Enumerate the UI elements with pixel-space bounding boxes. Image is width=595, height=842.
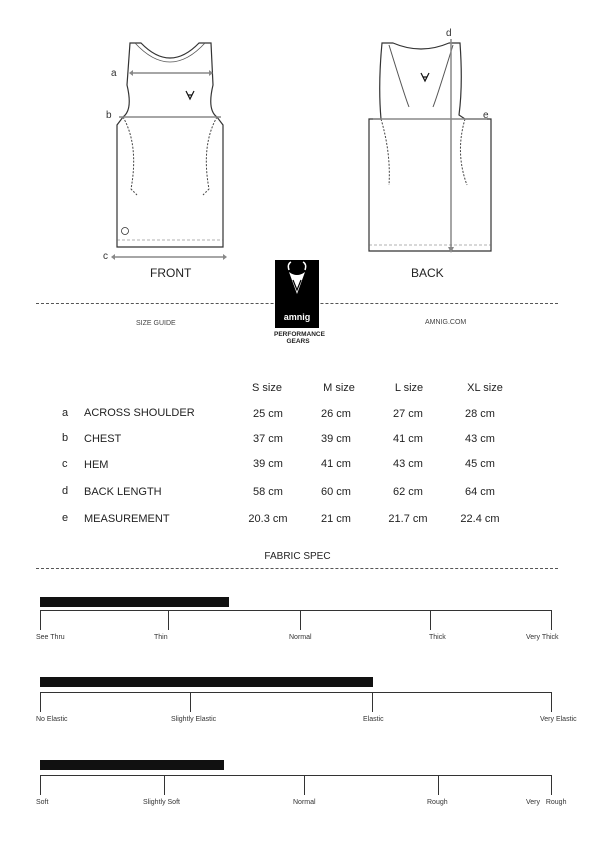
- softness-level-bar: [40, 760, 224, 770]
- cell-m: 41 cm: [321, 458, 351, 470]
- cell-l: 21.7 cm: [388, 513, 428, 525]
- row-key: a: [62, 407, 69, 419]
- scale-label: Normal: [293, 799, 316, 806]
- back-tank-illustration: [345, 25, 505, 265]
- cell-s: 20.3 cm: [248, 513, 288, 525]
- sheerness-axis: [40, 610, 552, 611]
- cell-xl: 45 cm: [465, 458, 495, 470]
- row-key: b: [62, 432, 69, 444]
- scale-label: No Elastic: [36, 716, 68, 723]
- scale-label: Elastic: [363, 716, 384, 723]
- fabric-spec-title: FABRIC SPEC: [264, 551, 331, 562]
- tick: [438, 775, 439, 795]
- cell-s: 37 cm: [253, 433, 283, 445]
- scale-label: Thick: [429, 634, 446, 641]
- scale-label: Slightly Elastic: [171, 716, 217, 723]
- cell-l: 27 cm: [393, 408, 423, 420]
- cell-s: 58 cm: [253, 486, 283, 498]
- cell-l: 43 cm: [393, 458, 423, 470]
- front-caption: FRONT: [150, 266, 192, 280]
- tick: [40, 610, 41, 630]
- cell-xl: 43 cm: [465, 433, 495, 445]
- row-name: CHEST: [84, 433, 122, 445]
- size-guide-label: SIZE GUIDE: [136, 320, 176, 327]
- brand-wordmark: amnig: [283, 312, 311, 322]
- tick: [551, 692, 552, 712]
- scale-label: Thin: [154, 634, 168, 641]
- tick: [551, 610, 552, 630]
- cell-m: 21 cm: [321, 513, 351, 525]
- tagline-gears: GEARS: [286, 338, 310, 345]
- cell-xl: 22.4 cm: [460, 513, 500, 525]
- row-name: HEM: [84, 459, 109, 471]
- cell-l: 62 cm: [393, 486, 423, 498]
- tick: [164, 775, 165, 795]
- row-name: BACK LENGTH: [84, 486, 162, 498]
- col-header-s: S size: [252, 382, 282, 394]
- dim-label-d: d: [446, 28, 452, 39]
- scale-label: Very Rough: [526, 799, 567, 806]
- dim-label-c: c: [103, 251, 108, 262]
- elasticity-level-bar: [40, 677, 373, 687]
- tick: [40, 775, 41, 795]
- scale-label: Soft: [36, 799, 49, 806]
- tick: [551, 775, 552, 795]
- scale-label: Very Elastic: [540, 716, 577, 723]
- cell-s: 25 cm: [253, 408, 283, 420]
- brand-logo: [275, 260, 319, 328]
- scale-label: Very Thick: [526, 634, 559, 641]
- dim-label-a: a: [111, 68, 117, 79]
- cell-xl: 64 cm: [465, 486, 495, 498]
- cell-m: 39 cm: [321, 433, 351, 445]
- row-name: ACROSS SHOULDER: [84, 407, 195, 419]
- scale-label: Slightly Soft: [143, 799, 180, 806]
- dim-label-b: b: [106, 110, 112, 121]
- tick: [372, 692, 373, 712]
- col-header-m: M size: [323, 382, 355, 394]
- dim-label-e: e: [483, 110, 489, 121]
- cell-m: 60 cm: [321, 486, 351, 498]
- cell-m: 26 cm: [321, 408, 351, 420]
- antelope-head-icon: [275, 260, 319, 310]
- cell-xl: 28 cm: [465, 408, 495, 420]
- tick: [300, 610, 301, 630]
- website-label: AMNIG.COM: [425, 319, 467, 326]
- tick: [168, 610, 169, 630]
- row-key: c: [62, 458, 68, 470]
- cell-s: 39 cm: [253, 458, 283, 470]
- scale-label: See Thru: [36, 634, 65, 641]
- elasticity-axis: [40, 692, 552, 693]
- front-tank-illustration: [95, 25, 255, 265]
- tick: [190, 692, 191, 712]
- tick: [430, 610, 431, 630]
- back-caption: BACK: [411, 266, 444, 280]
- cell-l: 41 cm: [393, 433, 423, 445]
- col-header-l: L size: [394, 382, 424, 394]
- divider-fabric: [36, 568, 558, 569]
- row-key: e: [62, 512, 69, 524]
- tagline-performance: PERFORMANCE: [274, 331, 325, 338]
- scale-label: Normal: [289, 634, 312, 641]
- scale-label: Rough: [427, 799, 448, 806]
- tick: [304, 775, 305, 795]
- sheerness-level-bar: [40, 597, 229, 607]
- tick: [40, 692, 41, 712]
- col-header-xl: XL size: [467, 382, 503, 394]
- row-key: d: [62, 485, 69, 497]
- row-name: MEASUREMENT: [84, 513, 170, 525]
- softness-axis: [40, 775, 552, 776]
